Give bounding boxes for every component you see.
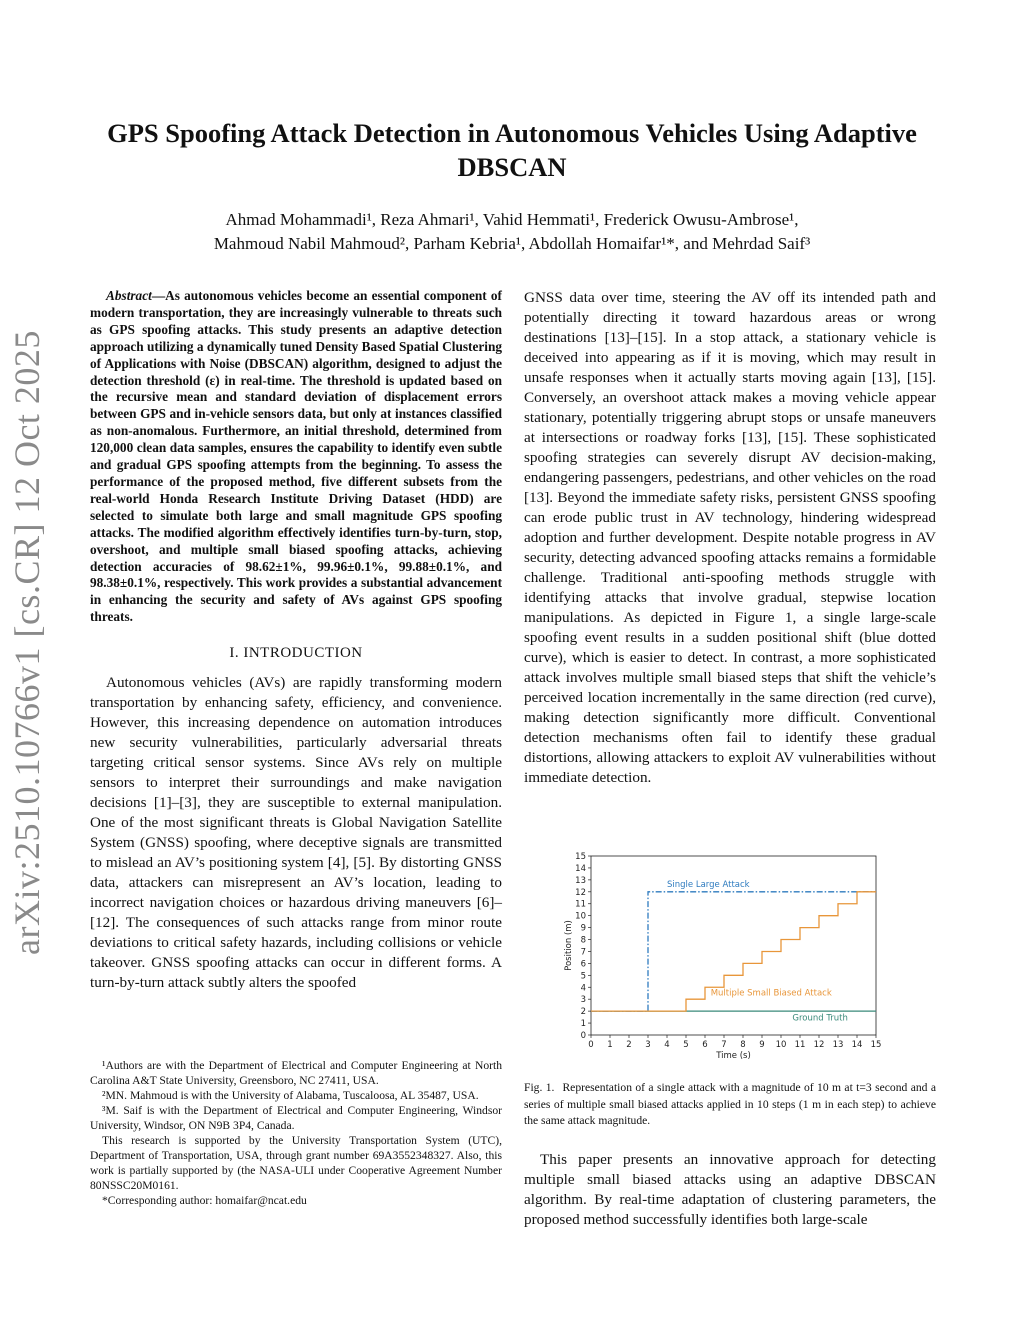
x-tick-label: 15: [870, 1040, 882, 1050]
x-tick-label: 1: [607, 1040, 613, 1050]
y-tick-label: 9: [580, 923, 586, 934]
abstract-text: —As autonomous vehicles become an essential component of modern transportation, they are increasingly vulnerable to threats such as GPS spoofing attacks. This study presents an adaptive detection approach utilizing a dynamically tuned Density Based Spatial Clustering of Applications with Noise (DBSCAN) algorithm, designed to adjust the detection threshold (ε) in real-time. The threshold is updated based on the recursive mean and standard deviation of displacement errors between GPS and in-vehicle sensors data, but only at instances classified as non-anomalous. Furthermore, an initial threshold, determined from 120,000 clean data samples, ensures the capability to identify even subtle and gradual GPS spoofing attempts from the beginning. To assess the performance of the proposed method, five different subsets from the real-world Honda Research Institute Driving Dataset (HDD) are selected to simulate both large and small magnitude GPS spoofing attacks. The modified algorithm effectively identifies turn-by-turn, stop, overshoot, and multiple small biased spoofing attacks, achieving detection accuracies of 98.62±1%, 99.96±0.1%, 99.88±0.1%, and 98.38±0.1%, respectively. This work provides a substantial advancement in enhancing the security and safety of AVs against GPS spoofing threats.: [90, 288, 503, 625]
multiple-small-biased-attack-annotation: Multiple Small Biased Attack: [710, 988, 832, 999]
section-heading-introduction: I. INTRODUCTION: [229, 645, 363, 662]
y-tick-label: 10: [575, 911, 586, 922]
y-tick-label: 1: [580, 1019, 586, 1030]
footnote-funding: This research is supported by the University Transportation System (UTC), Department of Transportation, USA, through grant number 69A3552348327. Also, this work is partially supported by (the NASA-ULI under Cooperative Agreement Number 80NSSC20M0161.: [90, 1134, 502, 1192]
x-tick-label: 0: [588, 1040, 594, 1050]
footnote-corresponding-author: *Corresponding author: homaifar@ncat.edu: [102, 1194, 307, 1207]
x-tick-label: 9: [759, 1040, 765, 1050]
x-tick-label: 2: [626, 1040, 632, 1050]
y-tick-label: 12: [575, 887, 586, 898]
right-column: [524, 288, 936, 788]
abstract-label: Abstract: [106, 288, 152, 303]
ground-truth-annotation: Ground Truth: [792, 1013, 848, 1024]
y-tick-label: 11: [575, 899, 586, 910]
author-line-1: Ahmad Mohammadi¹, Reza Ahmari¹, Vahid Hemmati¹, Frederick Owusu-Ambrose¹,: [225, 210, 799, 229]
x-tick-label: 13: [832, 1040, 844, 1050]
y-tick-label: 6: [580, 959, 586, 970]
x-axis-label: Time (s): [716, 1051, 751, 1060]
y-tick-label: 0: [580, 1031, 586, 1041]
y-tick-label: 15: [575, 852, 586, 862]
y-tick-label: 13: [575, 875, 586, 886]
y-tick-label: 4: [580, 983, 586, 994]
x-tick-label: 11: [794, 1040, 806, 1050]
intro-paragraph-3: This paper presents an innovative approach for detecting multiple small biased attacks using an adaptive DBSCAN algorithm. By real-time adaptation of clustering parameters, the proposed method successfully identifies both large-scale: [524, 1151, 936, 1228]
figure-1-caption-label: Fig. 1.: [524, 1081, 555, 1094]
x-tick-label: 4: [664, 1040, 670, 1050]
x-tick-label: 7: [721, 1040, 727, 1050]
footnote-affiliation-1: ¹Authors are with the Department of Electrical and Computer Engineering at North Carolina A&T State University, Greensboro, NC 27411, USA.: [90, 1059, 502, 1087]
single-large-attack-annotation: Single Large Attack: [667, 880, 750, 891]
figure-1: [560, 850, 890, 1060]
y-axis-label: Position (m): [564, 920, 574, 971]
y-tick-label: 8: [580, 935, 586, 946]
author-line-2: Mahmoud Nabil Mahmoud², Parham Kebria¹, Abdollah Homaifar¹*, and Mehrdad Saif³: [213, 234, 811, 253]
x-tick-label: 12: [813, 1040, 825, 1050]
intro-continuation: [524, 1150, 936, 1230]
figure-1-caption: [524, 1080, 936, 1130]
intro-paragraph-1: Autonomous vehicles (AVs) are rapidly transforming modern transportation by enhancing safety, efficiency, and convenience. However, this increasing dependence on automation introduces new security vulnerabilities, particularly adversarial threats targeting critical sensor systems. Since AVs rely on multiple sensors to interpret their surroundings and make navigation decisions [1]–[3], they are susceptible to external manipulation. One of the most significant threats is Global Navigation Satellite System (GNSS) spoofing, where deceptive signals are transmitted to mislead an AV’s positioning system [4], [5]. By distorting GNSS data, attackers can misrepresent an AV’s location, leading to incorrect navigation choices or hazardous driving maneuvers [6]–[12]. The consequences of such attacks range from minor route deviations to critical safety hazards, including collisions or vehicle takeover. GNSS spoofing attacks can occur in different forms. A turn-by-turn attack subtly alters the spoofed: [90, 674, 502, 992]
author-list: [80, 208, 944, 256]
x-tick-label: 5: [683, 1040, 689, 1050]
arxiv-identifier-stamp: arXiv:2510.10766v1 [cs.CR] 12 Oct 2025: [7, 330, 47, 955]
figure-1-caption-text: Representation of a single attack with a magnitude of 10 m at t=3 second and a series of multiple small biased attacks applied in 10 steps (1 m in each step) to achieve the same attack magnitude.: [524, 1081, 936, 1127]
abstract: [90, 288, 502, 626]
x-tick-label: 8: [740, 1040, 746, 1050]
y-tick-label: 2: [580, 1007, 586, 1018]
x-tick-label: 10: [775, 1040, 787, 1050]
y-tick-label: 14: [575, 863, 586, 874]
footnote-affiliation-2: ²MN. Mahmoud is with the University of Alabama, Tuscaloosa, AL 35487, USA.: [102, 1089, 479, 1102]
intro-paragraph-2: GNSS data over time, steering the AV off its intended path and potentially directing it toward hazardous areas or wrong destinations [13]–[15]. In a stop attack, a stationary vehicle is deceived into appearing as if it is moving, which may result in unsafe responses when it actually starts moving again [13], [15]. Conversely, an overshoot attack makes a moving vehicle appear stationary, potentially triggering abrupt stops or unsafe maneuvers at intersections or roadway forks [13], [15]. These sophisticated spoofing strategies can severely disrupt AV decision-making, endangering passengers, pedestrians, and other vehicles on the road [13]. Beyond the immediate safety risks, persistent GNSS spoofing can erode public trust in AV technology, hindering widespread adoption and further development. Despite notable progress in AV security, detecting advanced spoofing attacks remains a formidable challenge. Traditional anti-spoofing methods struggle with identifying attacks that involve gradual, stepwise location manipulations. As depicted in Figure 1, a single large-scale spoofing event results in a sudden positional shift (blue dotted curve), which is easier to detect. In contrast, a more sophisticated attack involves multiple small biased steps that shift the vehicle’s perceived location incrementally in the same direction (red curve), making detection significantly more difficult. Conventional detection mechanisms often fail to identify these gradual distortions, allowing attackers to exploit AV vulnerabilities without immediate detection.: [524, 289, 936, 786]
footnotes: [90, 1058, 502, 1208]
paper-title: GPS Spoofing Attack Detection in Autonomous Vehicles Using Adaptive DBSCAN: [107, 118, 917, 182]
y-tick-label: 5: [580, 971, 586, 982]
y-tick-label: 7: [580, 947, 586, 958]
left-column: [90, 288, 502, 993]
x-tick-label: 6: [702, 1040, 708, 1050]
footnote-affiliation-3: ³M. Saif is with the Department of Electrical and Computer Engineering, Windsor University, Windsor, ON N9B 3P4, Canada.: [90, 1104, 502, 1132]
y-tick-label: 3: [580, 995, 586, 1006]
figure-1-chart: [560, 850, 890, 1060]
x-tick-label: 14: [851, 1040, 863, 1050]
x-tick-label: 3: [645, 1040, 651, 1050]
